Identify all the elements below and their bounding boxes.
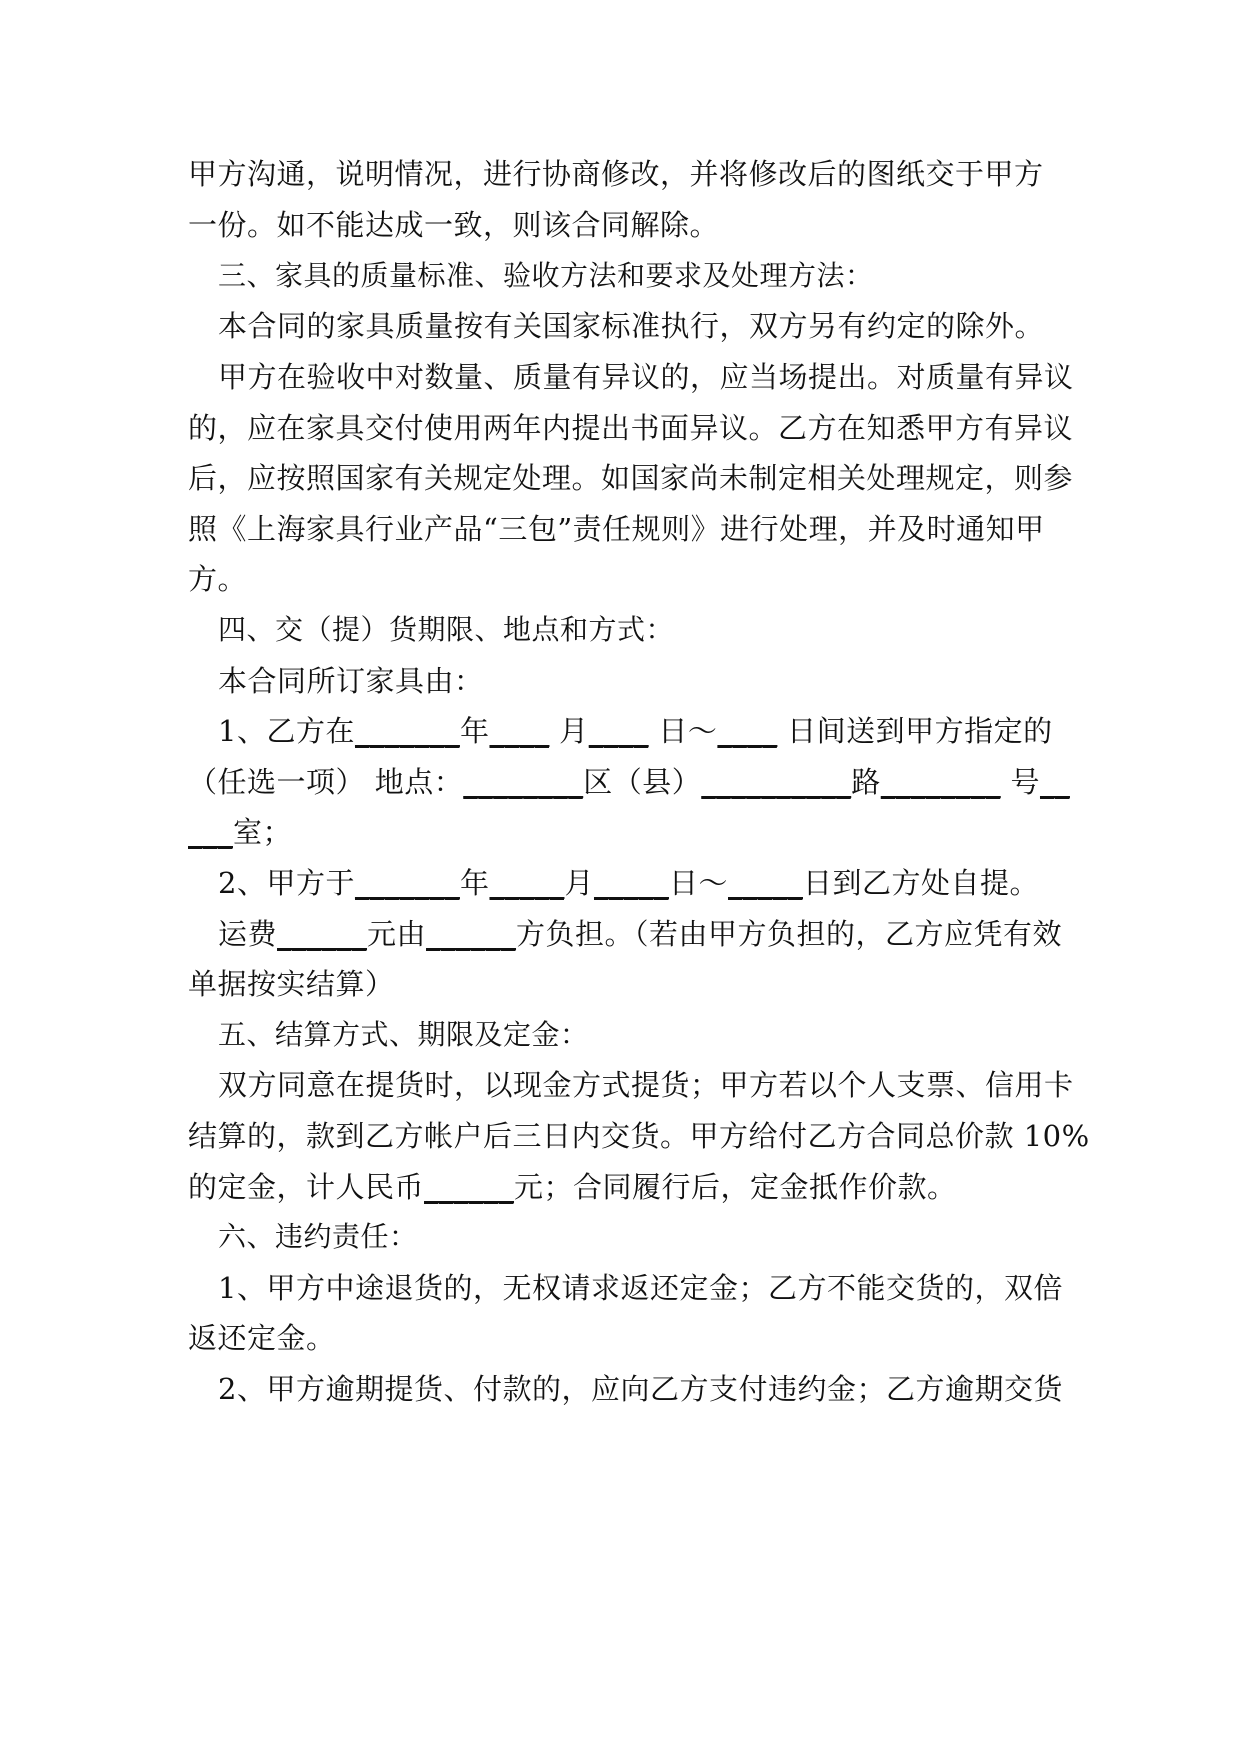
delivery-item-1-line-2 bbox=[188, 762, 1070, 802]
section-heading: 六、违约责任： bbox=[218, 1220, 418, 1253]
fill-blank-deposit: ______ bbox=[424, 1170, 515, 1204]
section-heading: 四、交（提）货期限、地点和方式： bbox=[218, 613, 675, 646]
text-span: 号 bbox=[1000, 765, 1040, 799]
text-span: 日～ bbox=[668, 866, 728, 900]
text-span: （任选一项） 地点： bbox=[188, 765, 464, 799]
text-span: 1、乙方在 bbox=[218, 714, 355, 748]
text-line: 1、甲方中途退货的，无权请求返还定金；乙方不能交货的，双倍 bbox=[218, 1271, 1063, 1305]
fill-blank-room-cont: ___ bbox=[188, 815, 233, 849]
fill-blank-number: ________ bbox=[880, 765, 1001, 799]
text-span: 月 bbox=[549, 714, 589, 748]
text-line: 双方同意在提货时，以现金方式提货；甲方若以个人支票、信用卡 bbox=[218, 1068, 1074, 1102]
text-line: 甲方在验收中对数量、质量有异议的，应当场提出。对质量有异议 bbox=[218, 360, 1074, 394]
text-span: 运费 bbox=[218, 917, 278, 951]
text-span: 年 bbox=[459, 714, 490, 748]
delivery-item-2 bbox=[218, 863, 1058, 903]
fill-blank-district: ________ bbox=[463, 765, 584, 799]
text-span: 月 bbox=[564, 866, 594, 900]
text-span: 元由 bbox=[367, 917, 427, 951]
section-heading: 五、结算方式、期限及定金： bbox=[218, 1018, 589, 1051]
freight-line-1 bbox=[218, 914, 1063, 954]
text-line: 后，应按照国家有关规定处理。如国家尚未制定相关处理规定，则参 bbox=[188, 461, 1074, 495]
text-line: 甲方沟通，说明情况，进行协商修改，并将修改后的图纸交于甲方 bbox=[188, 157, 1044, 191]
text-span: 日到乙方处自提。 bbox=[803, 866, 1040, 900]
fill-blank-year: _______ bbox=[354, 714, 460, 748]
fill-blank-road: __________ bbox=[701, 765, 852, 799]
text-line: 单据按实结算） bbox=[188, 967, 395, 1001]
fill-blank-freight-party: ______ bbox=[426, 917, 517, 951]
deposit-line bbox=[188, 1167, 1058, 1207]
text-line: 一份。如不能达成一致，则该合同解除。 bbox=[188, 208, 720, 242]
text-line: 2、甲方逾期提货、付款的，应向乙方支付违约金；乙方逾期交货 bbox=[218, 1372, 1063, 1406]
text-span: 2、甲方于 bbox=[218, 866, 355, 900]
delivery-item-1-line-3 bbox=[188, 812, 1058, 852]
section-heading: 三、家具的质量标准、验收方法和要求及处理方法： bbox=[218, 259, 874, 292]
text-line: 本合同所订家具由： bbox=[218, 664, 484, 698]
fill-blank-day: _____ bbox=[593, 866, 669, 900]
text-span: 室； bbox=[233, 815, 293, 849]
fill-blank-room: __ bbox=[1039, 765, 1070, 799]
text-span: 日～ bbox=[648, 714, 718, 748]
fill-blank-month: ____ bbox=[489, 714, 550, 748]
text-span: 区（县） bbox=[583, 765, 702, 799]
text-line: 方。 bbox=[188, 562, 248, 596]
fill-blank-day-end: ____ bbox=[717, 714, 778, 748]
delivery-item-1-line-1 bbox=[218, 711, 1058, 751]
text-line: 结算的，款到乙方帐户后三日内交货。甲方给付乙方合同总价款 10% bbox=[188, 1119, 1090, 1153]
text-line: 本合同的家具质量按有关国家标准执行，双方另有约定的除外。 bbox=[218, 309, 1045, 343]
text-span: 方负担。（若由甲方负担的，乙方应凭有效 bbox=[516, 917, 1063, 951]
fill-blank-month: _____ bbox=[489, 866, 565, 900]
text-line: 的，应在家具交付使用两年内提出书面异议。乙方在知悉甲方有异议 bbox=[188, 411, 1074, 445]
text-span: 元；合同履行后，定金抵作价款。 bbox=[514, 1170, 957, 1204]
text-span: 路 bbox=[851, 765, 881, 799]
text-line: 返还定金。 bbox=[188, 1321, 336, 1355]
text-span: 的定金，计人民币 bbox=[188, 1170, 425, 1204]
text-span: 年 bbox=[459, 866, 490, 900]
fill-blank-day-end: _____ bbox=[728, 866, 803, 900]
fill-blank-year: _______ bbox=[354, 866, 460, 900]
text-line: 照《上海家具行业产品“三包”责任规则》进行处理，并及时通知甲 bbox=[188, 512, 1045, 546]
text-span: 日间送到甲方指定的 bbox=[777, 714, 1053, 748]
fill-blank-freight-amount: ______ bbox=[277, 917, 368, 951]
fill-blank-day: ____ bbox=[588, 714, 649, 748]
